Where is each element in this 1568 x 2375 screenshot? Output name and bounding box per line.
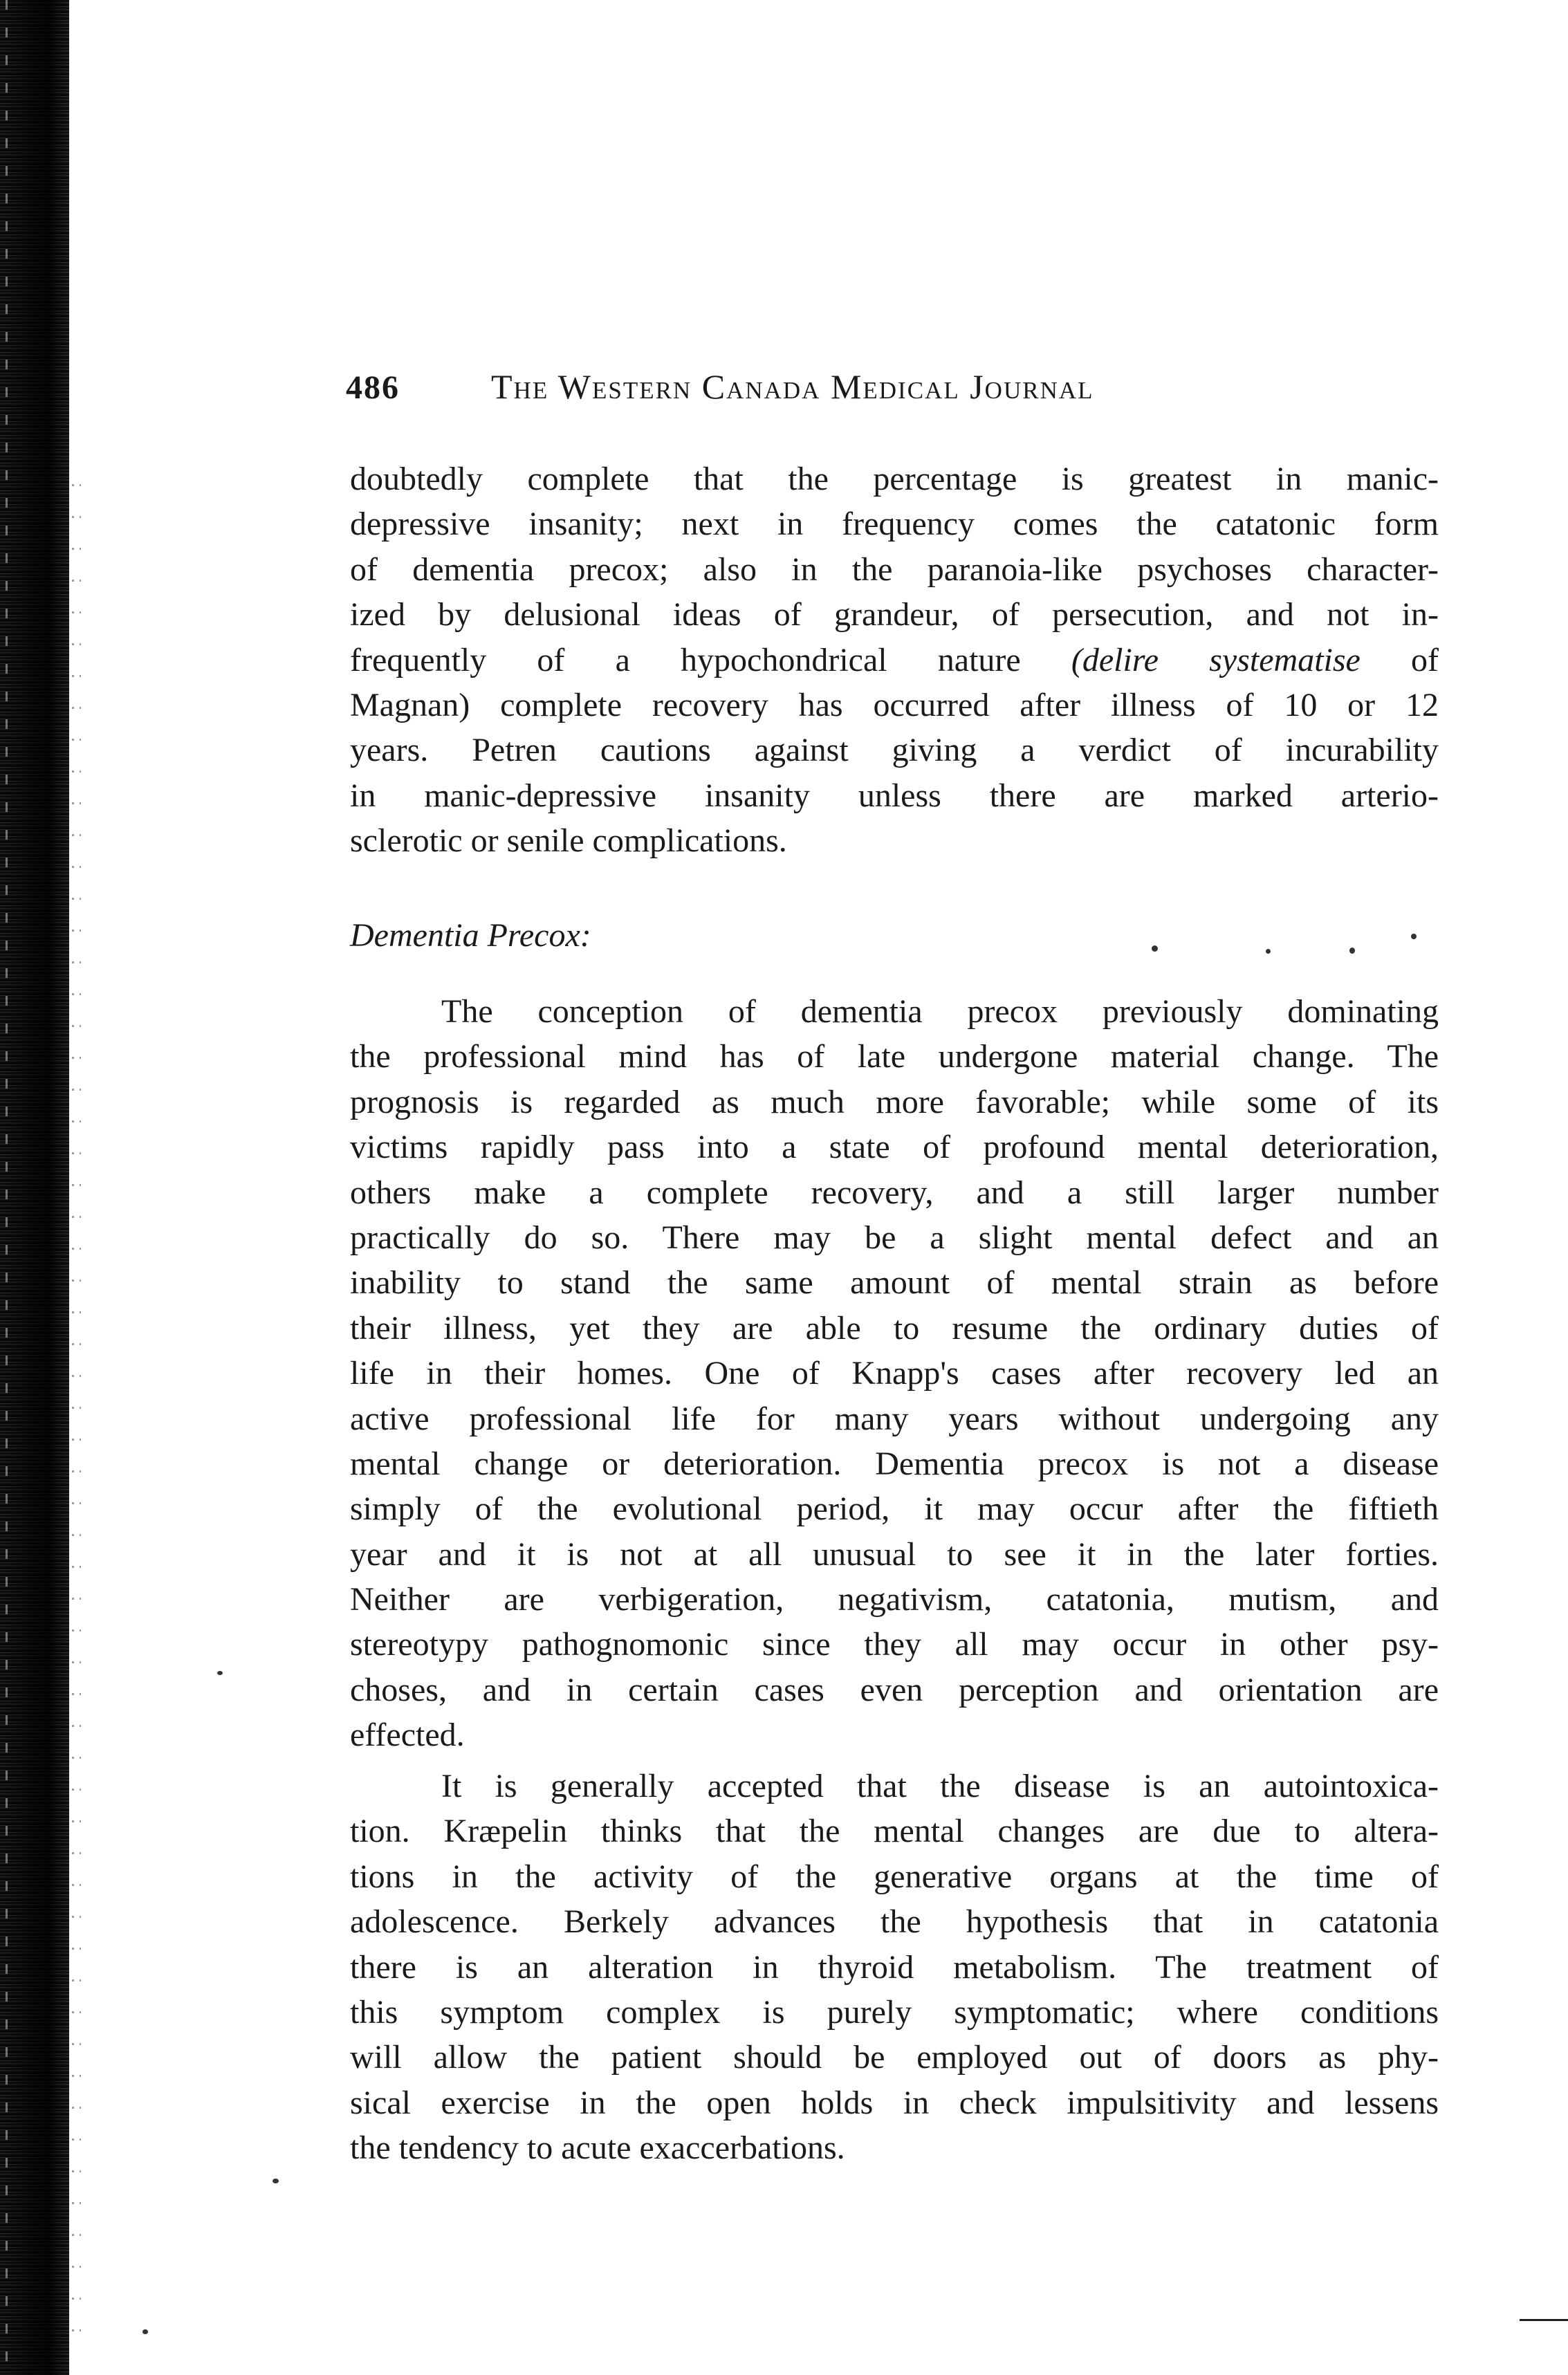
text-line: The conception of dementia precox previously dominating [441,993,1439,1030]
text-line: adolescence. Berkely advances the hypothesis that in catatonia [350,1903,1439,1941]
book-binding-edge [0,0,69,2375]
text-line: doubtedly complete that the percentage is greatest in manic- [350,461,1439,497]
running-header [346,367,1439,429]
section-heading: Dementia Precox: [350,917,591,954]
text-line [350,638,1439,683]
text-line: mental change or deterioration. Dementia precox is not a disease [350,1445,1439,1482]
text-line: prognosis is regarded as much more favorable; while some of its [350,1083,1439,1120]
text-line: inability to stand the same amount of mental strain as before [350,1264,1439,1302]
text-line: Magnan) complete recovery has occurred after illness of 10 or 12 [350,686,1439,723]
text-line: active professional life for many years without undergoing any [350,1400,1439,1437]
text-line: sical exercise in the open holds in check impulsitivity and lessens [350,2084,1439,2121]
text-line: depressive insanity; next in frequency comes the catatonic form [350,506,1439,543]
ink-speck [142,2329,148,2334]
ink-speck [1266,949,1271,954]
text-segment: frequently of a hypochondrical nature [350,641,1071,678]
text-line: there is an alteration in thyroid metabolism. The treatment of [350,1948,1439,1986]
paragraph [350,1764,1439,2171]
text-line: tion. Kræpelin thinks that the mental changes are due to altera- [350,1813,1439,1850]
text-line: practically do so. There may be a slight mental defect and an [350,1219,1439,1256]
journal-title: The Western Canada Medical Journal [491,367,1094,406]
ink-speck [1349,948,1355,954]
text-line: years. Petren cautions against giving a verdict of incurability [350,732,1439,769]
text-line: simply of the evolutional period, it may occur after the fiftieth [350,1490,1439,1528]
text-line: stereotypy pathognomonic since they all may occur in other psy- [350,1626,1439,1663]
ink-speck [217,1671,223,1675]
text-line: of dementia precox; also in the paranoia-like psychoses character- [350,551,1439,588]
ink-speck [273,2179,279,2183]
ink-speck [1411,934,1417,939]
paragraph [350,989,1439,1758]
ink-speck [1152,945,1158,952]
text-line: ized by delusional ideas of grandeur, of persecution, and not in- [350,596,1439,634]
text-line: life in their homes. One of Knapp's cases after recovery led an [350,1355,1439,1392]
gutter-marks [72,484,89,2351]
text-line: victims rapidly pass into a state of profound mental deterioration, [350,1129,1439,1166]
page-number: 486 [346,369,400,406]
paragraph-continued [350,456,1439,864]
text-line: Neither are verbigeration, negativism, catatonia, mutism, and [350,1581,1439,1618]
text-line: this symptom complex is purely symptomatic; where conditions [350,1993,1439,2031]
text-line: tions in the activity of the generative organs at the time of [350,1858,1439,1895]
text-line: in manic-depressive insanity unless there are marked arterio- [350,777,1439,814]
italic-phrase: (delire systematise [1071,641,1361,678]
text-line: sclerotic or senile complications. [350,822,787,860]
text-line: their illness, yet they are able to resume the ordinary duties of [350,1309,1439,1347]
text-line: choses, and in certain cases even perception and orientation are [350,1671,1439,1708]
text-line: the professional mind has of late undergone material change. The [350,1038,1439,1075]
text-line: effected. [350,1717,465,1754]
text-segment: of [1360,641,1439,678]
text-line: others make a complete recovery, and a still larger number [350,1174,1439,1211]
text-line: the tendency to acute exaccerbations. [350,2129,845,2167]
text-line: It is generally accepted that the disease is an autointoxica- [441,1768,1439,1804]
text-line: year and it is not at all unusual to see it in the later forties. [350,1535,1439,1573]
text-line: will allow the patient should be employed out of doors as phy- [350,2039,1439,2076]
corner-rule [1520,2319,1568,2321]
